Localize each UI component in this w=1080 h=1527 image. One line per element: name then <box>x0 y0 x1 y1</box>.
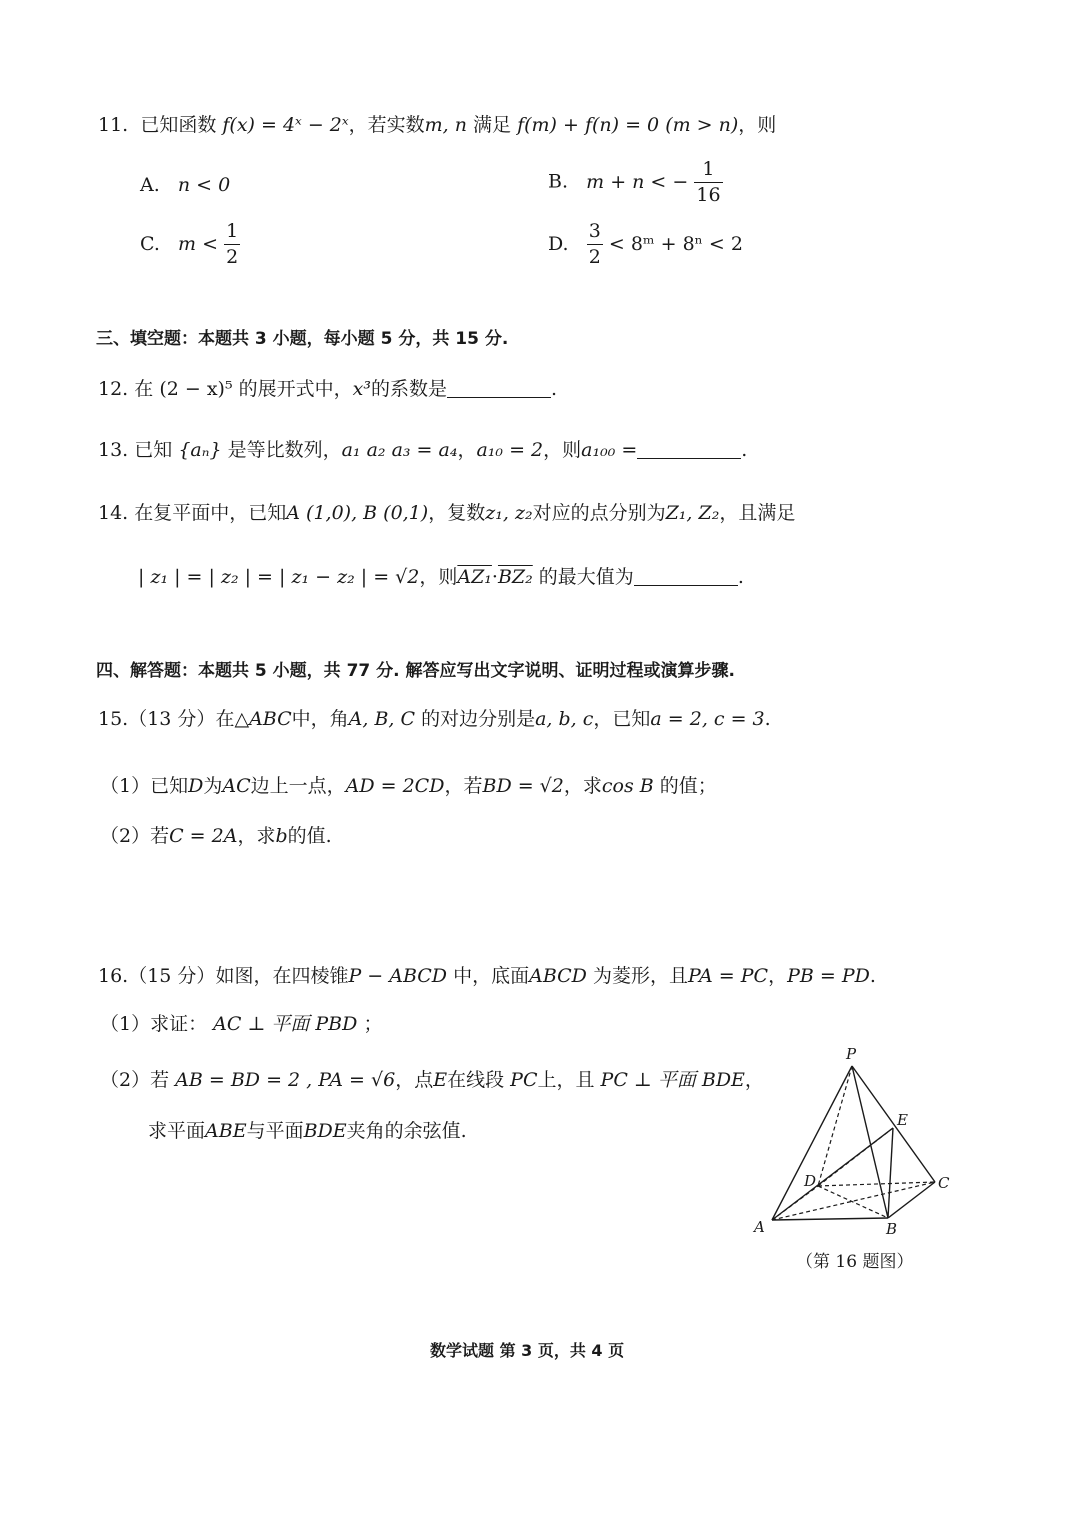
q16-part1: （1）求证： AC ⊥ 平面 PBD ； <box>100 1013 383 1035</box>
q12-answer-blank <box>447 397 551 398</box>
edge-pb <box>852 1066 888 1218</box>
q12-number: 12. <box>98 378 129 400</box>
q16-number: 16. <box>98 965 129 987</box>
q13-number: 13. <box>98 439 129 461</box>
q11-stem: 11. 已知函数 f(x) = 4ˣ − 2ˣ，若实数m, n 满足 f(m) + f(n) = 0 (m > n)，则 <box>98 114 777 136</box>
q15-part2: （2）若C = 2A，求b的值. <box>100 825 332 847</box>
q16-part2-line2: 求平面ABE与平面BDE夹角的余弦值. <box>148 1120 467 1142</box>
q14-number: 14. <box>98 502 129 524</box>
q15-stem: 15.（13 分）在△ABC中，角A, B, C 的对边分别是a, b, c，已知a = 2, c = 3. <box>98 708 771 730</box>
vector-az1: AZ₁ <box>457 566 492 588</box>
label-e: E <box>897 1111 908 1129</box>
q11-option-b: B. m + n < − $\frac{1}{16}$ <box>548 158 721 206</box>
q15-part1: （1）已知D为AC边上一点，AD = 2CD，若BD = √2，求cos B 的值； <box>100 775 717 797</box>
q14-line2: | z₁ | = | z₂ | = | z₁ − z₂ | = √2，则AZ₁·BZ₂ 的最大值为 . <box>138 566 744 588</box>
label-a: A <box>754 1218 765 1236</box>
figure-caption: （第 16 题图） <box>796 1252 914 1272</box>
section-3-heading: 三、填空题：本题共 3 小题，每小题 5 分，共 15 分. <box>96 329 509 349</box>
q14-answer-blank <box>634 585 738 586</box>
vector-bz2: BZ₂ <box>497 566 533 588</box>
q11-number: 11. <box>98 114 129 136</box>
q13: 13. 已知 {aₙ} 是等比数列，a₁ a₂ a₃ = a₄，a₁₀ = 2，则a₁₀₀ = . <box>98 439 748 461</box>
label-p: P <box>846 1045 857 1063</box>
label-c: C <box>938 1174 950 1192</box>
q13-answer-blank <box>637 458 741 459</box>
page-footer: 数学试题 第 3 页，共 4 页 <box>430 1341 625 1360</box>
q11-option-a: A. n < 0 <box>140 174 231 196</box>
q11-option-d-fraction: $\frac{3}{2}$ <box>588 220 601 268</box>
q12: 12. 在 (2 − x)⁵ 的展开式中，x³的系数是 . <box>98 378 558 400</box>
q11-option-b-fraction: $\frac{1}{16}$ <box>696 158 721 206</box>
q16-stem: 16.（15 分）如图，在四棱锥P − ABCD 中，底面ABCD 为菱形，且PA = PC，PB = PD. <box>98 965 876 987</box>
pyramid-figure <box>740 1040 970 1250</box>
section-4-heading: 四、解答题：本题共 5 小题，共 77 分. 解答应写出文字说明、证明过程或演算步骤. <box>96 661 735 681</box>
edge-pc <box>852 1066 935 1182</box>
diagonal-db-hidden <box>818 1186 888 1218</box>
edge-pa <box>772 1066 852 1220</box>
label-d: D <box>804 1172 817 1190</box>
q16-part2-line1: （2）若 AB = BD = 2 , PA = √6，点E在线段 PC上，且 PC ⊥ 平面 BDE， <box>100 1069 764 1091</box>
q14-line1: 14. 在复平面中，已知A (1,0), B (0,1)，复数z₁, z₂对应的点分别为Z₁, Z₂，且满足 <box>98 502 796 524</box>
edge-dc-hidden <box>818 1182 935 1186</box>
label-b: B <box>886 1220 898 1238</box>
q11-option-d: D. $\frac{3}{2}$ < 8ᵐ + 8ⁿ < 2 <box>548 220 743 268</box>
q11-option-c-fraction: $\frac{1}{2}$ <box>226 220 239 268</box>
q11-option-c: C. m < $\frac{1}{2}$ <box>140 220 239 268</box>
edge-pd-hidden <box>818 1066 852 1186</box>
q15-number: 15. <box>98 708 129 730</box>
segment-be <box>888 1128 893 1218</box>
edge-ab <box>772 1218 888 1220</box>
